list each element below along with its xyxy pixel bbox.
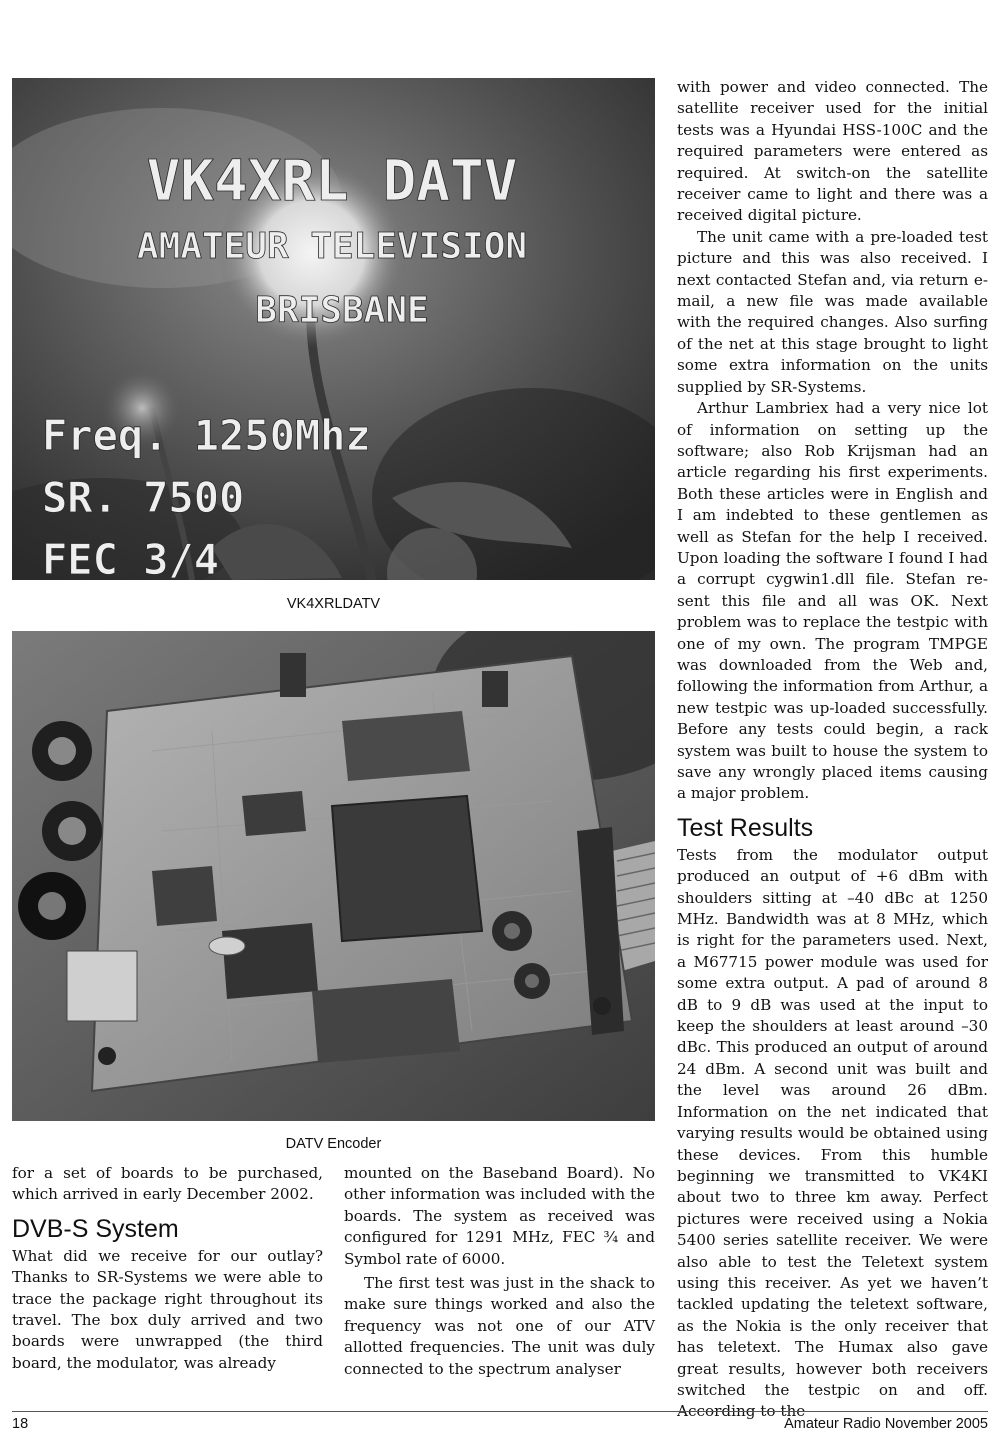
paragraph: The first test was just in the shack to make sure things worked and also the frequency was not one of our ATV allotted frequencies. The unit was duly connected to the spectrum analyser [344,1274,655,1378]
paragraph: mounted on the Baseband Board). No other information was included with the boards. The system as received was configured for 1291 MHz, FEC ¾ and Symbol rate of 6000. [344,1164,655,1268]
paragraph: What did we receive for our outlay? Thanks to SR-Systems we were able to trace the package right throughout its travel. The box duly arrived and two boards were unwrapped (the third board, the modulator, was already [12,1246,323,1372]
test-card-photo [12,78,655,580]
publication-info: Amateur Radio November 2005 [784,1416,988,1432]
test-card-fec: FEC 3/4 [42,535,220,580]
paragraph: Arthur Lambriex had a very nice lot of information on setting up the software; also Rob Krijsman had an article regarding his first experiments. Both these articles were in English and I am indebted to these gentlemen as well as Stefan for the help I received. Upon loading the software I found I had a corrupt cygwin1.dll file. Stefan re-sent this file and all was OK. Next problem was to replace the testpic with one of my own. The program TMPGE was downloaded from the Web and, following the information from Arthur, a new testpic was up-loaded successfully. Before any tests could begin, a rack system was built to house the system to save any wrongly placed items causing a major problem. [677,399,988,803]
right-column [677,77,988,1423]
photo1-caption: VK4XRLDATV [286,596,381,612]
test-card-subtitle: AMATEUR TELEVISION [136,226,528,267]
middle-column [344,1163,655,1380]
photo2-caption: DATV Encoder [285,1136,382,1152]
left-column [12,1163,323,1374]
section-heading-dvbs: DVB-S System [12,1214,179,1243]
paragraph: Tests from the modulator output produced an output of +6 dBm with shoulders sitting at –40 dBc at 1250 MHz. Bandwidth was at 8 MHz, which is right for the parameters used. Next, a M67715 power module was used for some extra output. A pad of around 8 dB to 9 dB was used at the input to keep the shoulders at least around –30 dBc. This produced an output of around 24 dBm. A second unit was built and the level was around 26 dBm. Information on the net indicated that varying results would be obtained using these devices. From this humble beginning we transmitted to VK4KI about two to three km away. Perfect pictures were received using a Nokia 5400 series satellite receiver. We were also able to test the Teletext system using this receiver. As yet we haven’t tackled updating the teletext software, as the Nokia is the only receiver that has teletext. The Humax also gave great results, however both receivers switched the testpic on and off. According to the [677,845,988,1421]
test-card-sr: SR. 7500 [42,473,245,522]
page-number: 18 [12,1416,29,1432]
test-card-freq: Freq. 1250Mhz [42,411,371,460]
paragraph: with power and video connected. The satellite receiver used for the initial tests was a Hyundai HSS-100C and the required parameters were entered as required. At switch-on the satellite receiver came to light and there was a received digital picture. [677,78,988,225]
test-card-image [12,78,655,580]
encoder-board-photo [12,631,655,1121]
paragraph: for a set of boards to be purchased, which arrived in early December 2002. [12,1164,323,1204]
paragraph: The unit came with a pre-loaded test picture and this was also received. I next contacted Stefan and, via return e-mail, a new file was made available with the required changes. Also surfing of the net at this stage brought to light some extra information on the units supplied by SR-Systems. [677,227,988,396]
test-card-title: VK4XRL DATV [146,149,518,214]
section-heading-test-results: Test Results [677,813,814,842]
encoder-board-image [12,631,655,1121]
footer-rule [12,1411,988,1412]
test-card-city: BRISBANE [255,290,429,331]
